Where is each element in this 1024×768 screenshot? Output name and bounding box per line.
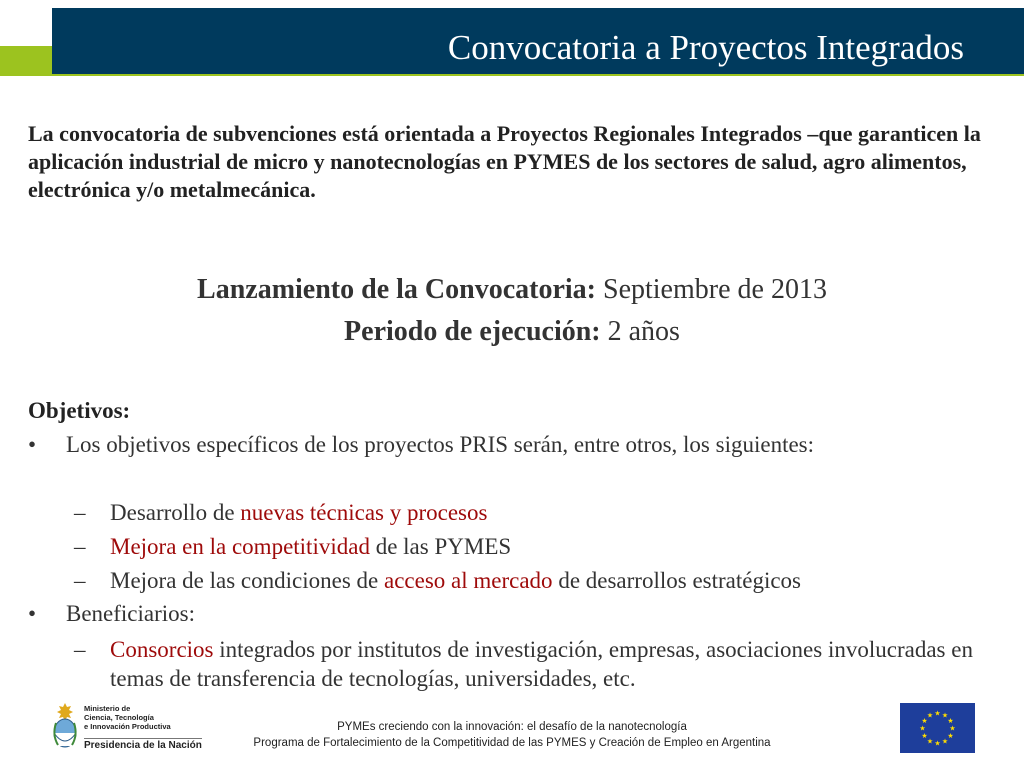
sub-text-block: [74, 635, 1004, 693]
sub-highlight: nuevas técnicas y procesos: [240, 500, 488, 525]
eu-star: ★: [949, 724, 956, 733]
period-value: 2 años: [607, 316, 680, 347]
eu-star: ★: [926, 711, 934, 720]
bullet-item: [28, 432, 814, 458]
eu-star: ★: [947, 732, 954, 740]
slide-title: Convocatoria a Proyectos Integrados: [447, 28, 964, 67]
launch-line: [0, 274, 1024, 306]
sub-highlight: Mejora en la competitividad: [110, 534, 370, 559]
ministry-line-1: Ministerio de: [84, 704, 131, 713]
ministry-line-2: Ciencia, Tecnología: [84, 713, 154, 722]
sub-highlight: acceso al mercado: [384, 568, 553, 593]
eu-star: ★: [947, 717, 954, 725]
sub-text: Desarrollo de: [110, 500, 241, 525]
sub-highlight: Consorcios: [110, 637, 214, 662]
sub-item: [74, 568, 801, 594]
bullet-text: Los objetivos específicos de los proyectos PRIS serán, entre otros, los siguientes:: [66, 432, 815, 457]
footer-line-1: PYMEs creciendo con la innovación: el desafío de la nanotecnología: [337, 721, 687, 733]
sub-text-tail: de desarrollos estratégicos: [552, 568, 802, 593]
eu-star: ★: [921, 732, 928, 740]
launch-label: Lanzamiento de la Convocatoria:: [197, 274, 596, 305]
bullet-item: [28, 601, 195, 627]
intro-paragraph: La convocatoria de subvenciones está orientada a Proyectos Regionales Integrados –que garanticen la aplicación industrial de micro y nanotecnologías en PYMES de los sectores de salud, agro alimentos, electrónica y/o metalmecánica.: [28, 121, 981, 202]
eu-star: ★: [934, 709, 941, 718]
sub-text-tail: de las PYMES: [369, 534, 512, 559]
header-band: [52, 8, 1024, 74]
eu-star: ★: [941, 711, 949, 720]
objectives-title: Objetivos:: [28, 398, 131, 423]
header-accent-bar: [0, 46, 52, 76]
sub-item: [74, 534, 511, 560]
ministry-line-3: e Innovación Productiva: [84, 722, 171, 731]
bullet-text: Beneficiarios:: [66, 601, 196, 626]
eu-star: ★: [921, 717, 928, 725]
sub-item: [74, 635, 1004, 693]
period-label: Periodo de ejecución:: [344, 316, 601, 347]
presidency-label: Presidencia de la Nación: [84, 740, 202, 751]
eu-star: ★: [934, 739, 941, 748]
dash-glyph: –: [74, 500, 86, 525]
dash-glyph: –: [74, 637, 86, 662]
bullet-glyph: •: [28, 601, 37, 626]
eu-flag-icon: [900, 703, 975, 753]
eu-star: ★: [941, 737, 949, 746]
sub-text: Mejora de las condiciones de: [110, 568, 384, 593]
launch-value: Septiembre de 2013: [603, 274, 827, 305]
sub-item: [74, 500, 487, 526]
dash-glyph: –: [74, 568, 86, 593]
header-underline: [52, 74, 1024, 76]
footer-line-2: Programa de Fortalecimiento de la Competitividad de las PYMES y Creación de Empleo en Argentina: [253, 737, 771, 749]
eu-star: ★: [926, 737, 934, 746]
period-line: [0, 316, 1024, 348]
dash-glyph: –: [74, 534, 86, 559]
eu-star: ★: [919, 724, 926, 733]
eu-stars: [900, 703, 975, 753]
bullet-glyph: •: [28, 432, 37, 457]
sub-text-tail: integrados por institutos de investigación, empresas, asociaciones involucradas en temas de transferencia de tecnologías, universidades, etc.: [110, 637, 973, 691]
